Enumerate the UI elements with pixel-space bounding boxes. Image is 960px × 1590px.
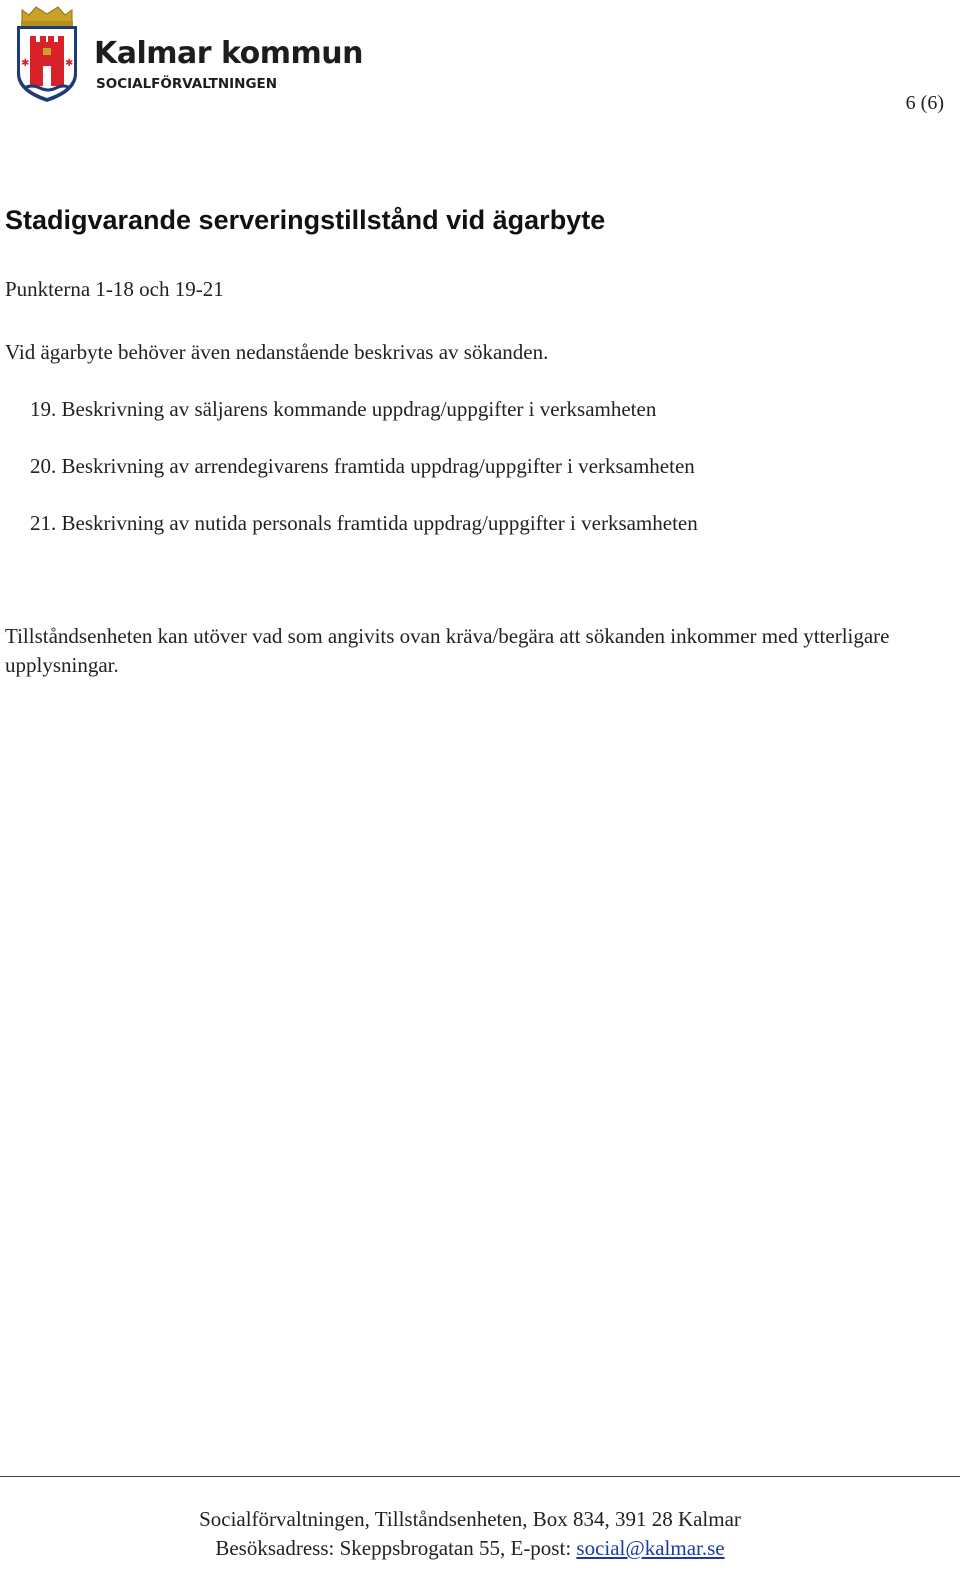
page-number: 6 (6) [905, 92, 944, 114]
department-name: SOCIALFÖRVALTNINGEN [96, 76, 278, 92]
intro-paragraph: Vid ägarbyte behöver även nedanstående beskrivas av sökanden. [5, 340, 549, 364]
document-header [0, 0, 960, 120]
organization-name: Kalmar kommun [94, 36, 364, 71]
list-item: 21. Beskrivning av nutida personals framtida uppdrag/uppgifter i verksamheten [30, 511, 698, 535]
email-link[interactable]: social@kalmar.se [576, 1536, 725, 1560]
document-title: Stadigvarande serveringstillstånd vid ägarbyte [5, 205, 606, 235]
list-item: 19. Beskrivning av säljarens kommande uppdrag/uppgifter i verksamheten [30, 397, 657, 421]
footer-divider [0, 1476, 960, 1477]
footer-visit-address: Besöksadress: Skeppsbrogatan 55, E-post: [215, 1536, 577, 1560]
svg-text:✱: ✱ [65, 58, 74, 69]
points-reference: Punkterna 1-18 och 19-21 [5, 277, 224, 301]
footer-visit-line [0, 1534, 940, 1563]
document-footer [0, 1505, 940, 1563]
svg-text:✱: ✱ [21, 58, 30, 69]
closing-paragraph: Tillståndsenheten kan utöver vad som angivits ovan kräva/begära att sökanden inkommer med ytterligare upplysningar. [5, 624, 890, 677]
list-item: 20. Beskrivning av arrendegivarens framtida uppdrag/uppgifter i verksamheten [30, 454, 695, 478]
footer-address: Socialförvaltningen, Tillståndsenheten, Box 834, 391 28 Kalmar [199, 1507, 741, 1531]
kalmar-coat-of-arms-icon [12, 4, 82, 104]
